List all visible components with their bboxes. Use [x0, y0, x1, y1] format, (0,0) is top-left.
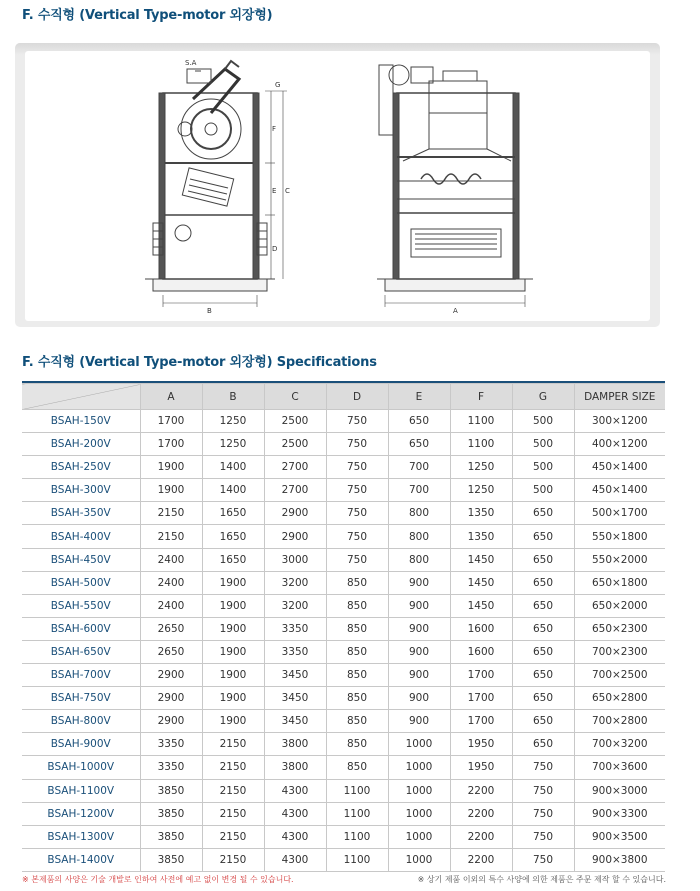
value-cell: 1100 — [326, 779, 388, 802]
table-row — [22, 617, 665, 640]
value-cell: 450×1400 — [574, 456, 665, 479]
model-cell: BSAH-800V — [22, 710, 140, 733]
model-cell: BSAH-500V — [22, 571, 140, 594]
value-cell: 650×2300 — [574, 617, 665, 640]
value-cell: 2200 — [450, 802, 512, 825]
value-cell: 1100 — [326, 802, 388, 825]
model-cell: BSAH-400V — [22, 525, 140, 548]
table-row — [22, 802, 665, 825]
model-cell: BSAH-900V — [22, 733, 140, 756]
value-cell: 3350 — [264, 640, 326, 663]
dim-label-g: G — [275, 81, 281, 89]
value-cell: 750 — [512, 779, 574, 802]
header-damper-size: DAMPER SIZE — [574, 384, 665, 410]
value-cell: 650 — [512, 733, 574, 756]
value-cell: 2650 — [140, 617, 202, 640]
value-cell: 750 — [326, 479, 388, 502]
spec-title: F. 수직형 (Vertical Type-motor 외장형) Specifications — [22, 355, 377, 370]
value-cell: 1900 — [202, 617, 264, 640]
value-cell: 4300 — [264, 825, 326, 848]
header-d: D — [326, 384, 388, 410]
value-cell: 3350 — [140, 756, 202, 779]
value-cell: 1250 — [202, 433, 264, 456]
value-cell: 3850 — [140, 825, 202, 848]
value-cell: 2650 — [140, 640, 202, 663]
value-cell: 3200 — [264, 571, 326, 594]
value-cell: 900×3000 — [574, 779, 665, 802]
table-row — [22, 479, 665, 502]
header-a: A — [140, 384, 202, 410]
value-cell: 750 — [326, 502, 388, 525]
value-cell: 900×3500 — [574, 825, 665, 848]
value-cell: 900 — [388, 571, 450, 594]
value-cell: 1700 — [450, 687, 512, 710]
value-cell: 2400 — [140, 548, 202, 571]
value-cell: 650 — [512, 502, 574, 525]
value-cell: 800 — [388, 502, 450, 525]
table-row — [22, 710, 665, 733]
value-cell: 1000 — [388, 825, 450, 848]
value-cell: 1600 — [450, 640, 512, 663]
value-cell: 3450 — [264, 664, 326, 687]
value-cell: 650 — [512, 710, 574, 733]
value-cell: 3850 — [140, 802, 202, 825]
table-row — [22, 525, 665, 548]
value-cell: 650 — [388, 433, 450, 456]
spec-table-body — [22, 410, 665, 872]
value-cell: 1600 — [450, 617, 512, 640]
value-cell: 1350 — [450, 502, 512, 525]
value-cell: 700 — [388, 456, 450, 479]
dim-label-d: D — [272, 245, 278, 253]
value-cell: 2700 — [264, 479, 326, 502]
value-cell: 3350 — [140, 733, 202, 756]
value-cell: 650×2800 — [574, 687, 665, 710]
value-cell: 1900 — [202, 640, 264, 663]
value-cell: 1400 — [202, 479, 264, 502]
value-cell: 2400 — [140, 571, 202, 594]
dim-label-b: B — [207, 307, 212, 315]
value-cell: 900×3300 — [574, 802, 665, 825]
table-row — [22, 687, 665, 710]
value-cell: 850 — [326, 617, 388, 640]
value-cell: 650 — [512, 594, 574, 617]
table-row — [22, 664, 665, 687]
value-cell: 850 — [326, 664, 388, 687]
value-cell: 2150 — [202, 802, 264, 825]
value-cell: 1000 — [388, 756, 450, 779]
value-cell: 2500 — [264, 410, 326, 433]
value-cell: 2200 — [450, 848, 512, 871]
value-cell: 850 — [326, 571, 388, 594]
value-cell: 2900 — [140, 687, 202, 710]
value-cell: 750 — [326, 433, 388, 456]
value-cell: 3850 — [140, 848, 202, 871]
value-cell: 1900 — [202, 594, 264, 617]
note-right: ※ 상기 제품 이외의 특수 사양에 의한 제품은 주문 제작 할 수 있습니다. — [417, 875, 666, 884]
value-cell: 3450 — [264, 710, 326, 733]
value-cell: 2150 — [140, 525, 202, 548]
value-cell: 450×1400 — [574, 479, 665, 502]
value-cell: 900 — [388, 617, 450, 640]
value-cell: 2900 — [264, 502, 326, 525]
value-cell: 750 — [512, 825, 574, 848]
value-cell: 1700 — [140, 433, 202, 456]
value-cell: 900 — [388, 664, 450, 687]
label-sa: S.A — [185, 59, 197, 67]
table-row — [22, 456, 665, 479]
value-cell: 1100 — [450, 410, 512, 433]
value-cell: 1900 — [202, 710, 264, 733]
table-row — [22, 502, 665, 525]
value-cell: 1450 — [450, 594, 512, 617]
value-cell: 3450 — [264, 687, 326, 710]
value-cell: 500 — [512, 433, 574, 456]
value-cell: 750 — [326, 548, 388, 571]
spec-table-header — [22, 384, 665, 410]
value-cell: 3200 — [264, 594, 326, 617]
value-cell: 1900 — [140, 456, 202, 479]
value-cell: 1650 — [202, 548, 264, 571]
model-cell: BSAH-650V — [22, 640, 140, 663]
value-cell: 4300 — [264, 779, 326, 802]
value-cell: 800 — [388, 548, 450, 571]
value-cell: 1100 — [326, 825, 388, 848]
value-cell: 1250 — [450, 479, 512, 502]
dim-label-a: A — [453, 307, 458, 315]
value-cell: 1700 — [450, 664, 512, 687]
value-cell: 1650 — [202, 502, 264, 525]
value-cell: 1400 — [202, 456, 264, 479]
value-cell: 750 — [512, 756, 574, 779]
value-cell: 3000 — [264, 548, 326, 571]
value-cell: 1450 — [450, 571, 512, 594]
value-cell: 750 — [326, 410, 388, 433]
value-cell: 2150 — [140, 502, 202, 525]
value-cell: 4300 — [264, 802, 326, 825]
model-cell: BSAH-350V — [22, 502, 140, 525]
table-row — [22, 571, 665, 594]
value-cell: 500×1700 — [574, 502, 665, 525]
value-cell: 700×3600 — [574, 756, 665, 779]
table-row — [22, 433, 665, 456]
value-cell: 1350 — [450, 525, 512, 548]
value-cell: 1900 — [202, 571, 264, 594]
value-cell: 2150 — [202, 756, 264, 779]
value-cell: 1700 — [450, 710, 512, 733]
table-row — [22, 756, 665, 779]
header-b: B — [202, 384, 264, 410]
value-cell: 1450 — [450, 548, 512, 571]
value-cell: 1650 — [202, 525, 264, 548]
value-cell: 700×2500 — [574, 664, 665, 687]
model-cell: BSAH-1400V — [22, 848, 140, 871]
value-cell: 500 — [512, 410, 574, 433]
value-cell: 2400 — [140, 594, 202, 617]
header-corner — [22, 384, 140, 410]
value-cell: 850 — [326, 687, 388, 710]
value-cell: 700×2800 — [574, 710, 665, 733]
value-cell: 3800 — [264, 756, 326, 779]
model-cell: BSAH-450V — [22, 548, 140, 571]
table-row — [22, 410, 665, 433]
model-cell: BSAH-750V — [22, 687, 140, 710]
value-cell: 2150 — [202, 779, 264, 802]
value-cell: 850 — [326, 594, 388, 617]
value-cell: 1000 — [388, 802, 450, 825]
value-cell: 1950 — [450, 733, 512, 756]
table-row — [22, 733, 665, 756]
value-cell: 1000 — [388, 779, 450, 802]
value-cell: 650×2000 — [574, 594, 665, 617]
header-f: F — [450, 384, 512, 410]
section-title: F. 수직형 (Vertical Type-motor 외장형) — [22, 8, 273, 23]
value-cell: 2900 — [264, 525, 326, 548]
value-cell: 1950 — [450, 756, 512, 779]
value-cell: 2150 — [202, 848, 264, 871]
value-cell: 1100 — [326, 848, 388, 871]
value-cell: 500 — [512, 456, 574, 479]
value-cell: 650 — [512, 548, 574, 571]
header-e: E — [388, 384, 450, 410]
value-cell: 700×3200 — [574, 733, 665, 756]
value-cell: 650×1800 — [574, 571, 665, 594]
value-cell: 2200 — [450, 825, 512, 848]
value-cell: 1000 — [388, 733, 450, 756]
model-cell: BSAH-1100V — [22, 779, 140, 802]
header-c: C — [264, 384, 326, 410]
value-cell: 700×2300 — [574, 640, 665, 663]
header-g: G — [512, 384, 574, 410]
value-cell: 2150 — [202, 733, 264, 756]
value-cell: 550×1800 — [574, 525, 665, 548]
value-cell: 300×1200 — [574, 410, 665, 433]
value-cell: 700 — [388, 479, 450, 502]
model-cell: BSAH-1000V — [22, 756, 140, 779]
value-cell: 750 — [512, 802, 574, 825]
table-row — [22, 640, 665, 663]
value-cell: 900 — [388, 710, 450, 733]
value-cell: 2200 — [450, 779, 512, 802]
value-cell: 1100 — [450, 433, 512, 456]
value-cell: 1900 — [140, 479, 202, 502]
unit-elevation-drawings — [25, 51, 650, 321]
value-cell: 650 — [512, 617, 574, 640]
dim-label-c: C — [285, 187, 290, 195]
technical-drawing — [25, 51, 650, 321]
value-cell: 3850 — [140, 779, 202, 802]
value-cell: 550×2000 — [574, 548, 665, 571]
value-cell: 2900 — [140, 664, 202, 687]
table-row — [22, 848, 665, 871]
value-cell: 900 — [388, 594, 450, 617]
model-cell: BSAH-250V — [22, 456, 140, 479]
model-cell: BSAH-200V — [22, 433, 140, 456]
value-cell: 650 — [512, 640, 574, 663]
value-cell: 3350 — [264, 617, 326, 640]
value-cell: 2150 — [202, 825, 264, 848]
value-cell: 650 — [512, 525, 574, 548]
model-cell: BSAH-1200V — [22, 802, 140, 825]
value-cell: 850 — [326, 733, 388, 756]
value-cell: 1900 — [202, 664, 264, 687]
value-cell: 900 — [388, 687, 450, 710]
value-cell: 1250 — [450, 456, 512, 479]
value-cell: 750 — [326, 525, 388, 548]
model-cell: BSAH-600V — [22, 617, 140, 640]
value-cell: 750 — [326, 456, 388, 479]
model-cell: BSAH-700V — [22, 664, 140, 687]
dim-label-e: E — [272, 187, 277, 195]
value-cell: 1900 — [202, 687, 264, 710]
value-cell: 650 — [512, 687, 574, 710]
value-cell: 1250 — [202, 410, 264, 433]
value-cell: 850 — [326, 640, 388, 663]
dim-label-f: F — [272, 125, 277, 133]
value-cell: 2900 — [140, 710, 202, 733]
table-row — [22, 779, 665, 802]
model-cell: BSAH-1300V — [22, 825, 140, 848]
note-left: ※ 본제품의 사양은 기술 개발로 인하여 사전에 예고 없이 변경 될 수 있습니다. — [22, 875, 294, 884]
value-cell: 1000 — [388, 848, 450, 871]
value-cell: 3800 — [264, 733, 326, 756]
value-cell: 2500 — [264, 433, 326, 456]
value-cell: 650 — [512, 664, 574, 687]
value-cell: 2700 — [264, 456, 326, 479]
value-cell: 650 — [512, 571, 574, 594]
value-cell: 850 — [326, 756, 388, 779]
drawing-panel — [15, 43, 660, 327]
value-cell: 750 — [512, 848, 574, 871]
table-row — [22, 594, 665, 617]
value-cell: 800 — [388, 525, 450, 548]
table-row — [22, 548, 665, 571]
value-cell: 1700 — [140, 410, 202, 433]
model-cell: BSAH-550V — [22, 594, 140, 617]
table-row — [22, 825, 665, 848]
value-cell: 500 — [512, 479, 574, 502]
spec-table — [22, 383, 665, 872]
model-cell: BSAH-150V — [22, 410, 140, 433]
model-cell: BSAH-300V — [22, 479, 140, 502]
value-cell: 900 — [388, 640, 450, 663]
value-cell: 4300 — [264, 848, 326, 871]
value-cell: 900×3800 — [574, 848, 665, 871]
value-cell: 850 — [326, 710, 388, 733]
value-cell: 400×1200 — [574, 433, 665, 456]
value-cell: 650 — [388, 410, 450, 433]
